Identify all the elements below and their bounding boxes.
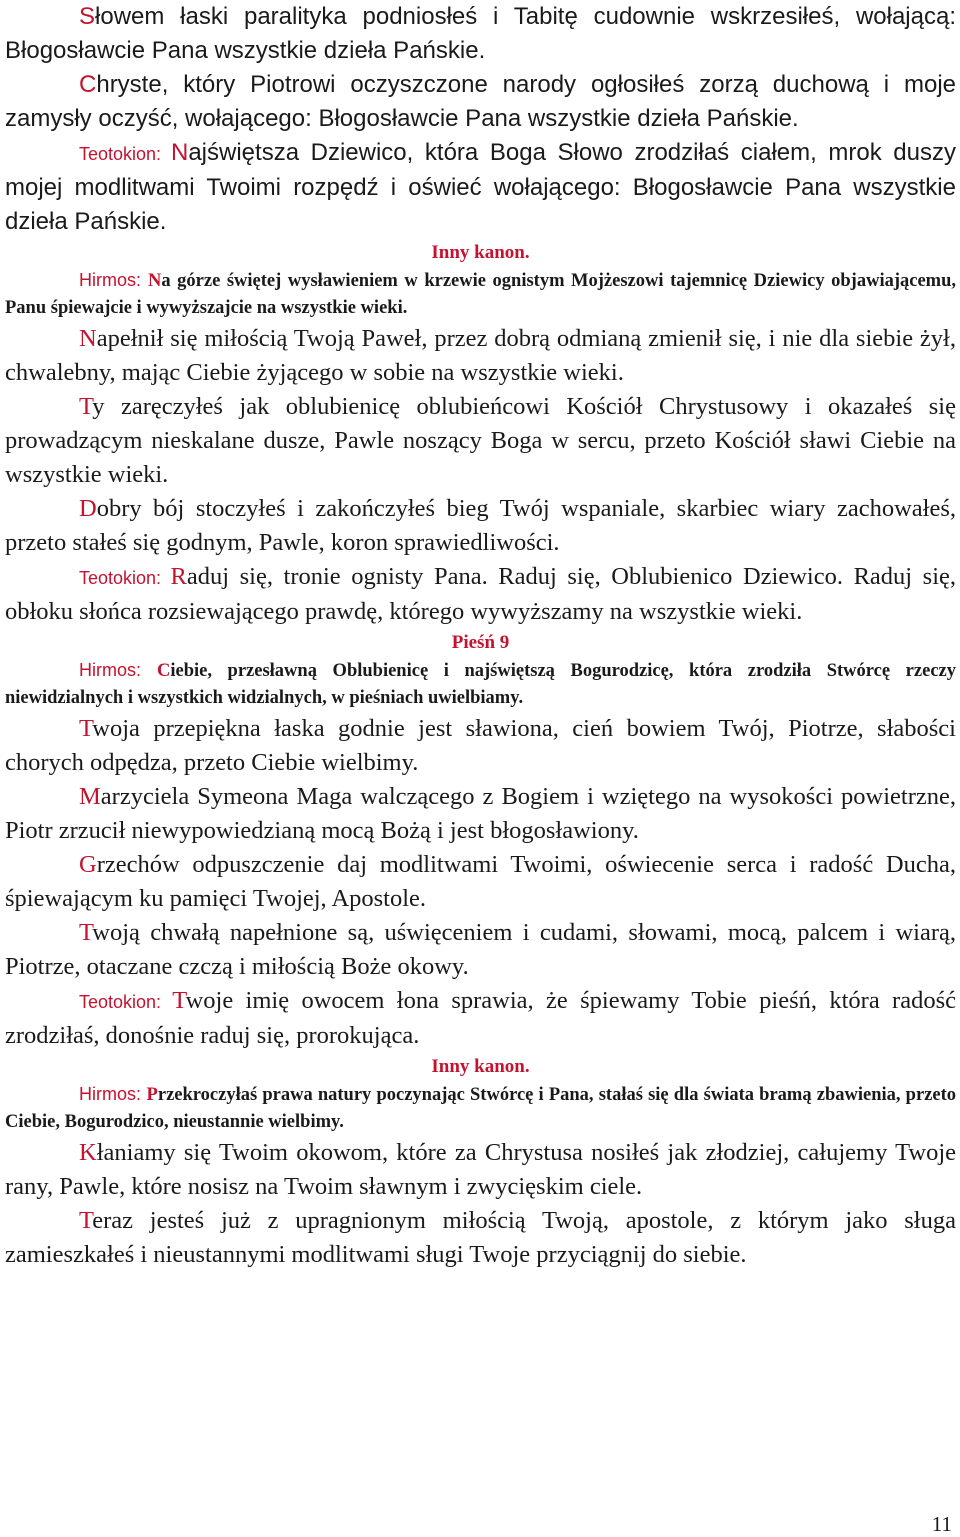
initial-letter: T xyxy=(79,1207,93,1234)
initial-letter: K xyxy=(79,1139,97,1166)
paragraph-text: łaniamy się Twoim okowom, które za Chrystusa nosiłeś jak złodziej, całujemy Twoje rany, Pawle, które nosisz na Twoim sławnym i zwycięskim ciele. xyxy=(5,1139,956,1200)
paragraph-text: aduj się, tronie ognisty Pana. Raduj się, Oblubienico Dziewico. Raduj się, obłoku słońca rozsiewającego prawdę, którego wywyższamy na wszystkie wieki. xyxy=(5,563,957,625)
initial-letter: M xyxy=(79,783,101,810)
paragraph-text: łowem łaski paralityka podniosłeś i Tabitę cudownie wskrzesiłeś, wołającą: Błogosławcie Pana wszystkie dzieła Pańskie. xyxy=(5,3,956,64)
paragraph xyxy=(5,848,956,916)
initial-letter: R xyxy=(170,563,187,590)
paragraph-text: y zaręczyłeś jak oblubienicę oblubieńcowi Kościół Chrystusowy i okazałeś się prowadzącym nieskalane dusze, Pawle noszący Boga w sercu, przeto Kościół sławi Ciebie na wszystkie wieki. xyxy=(5,393,956,488)
hirmos-paragraph xyxy=(5,1081,956,1136)
initial-letter: S xyxy=(79,3,96,30)
paragraph xyxy=(5,390,956,492)
paragraph xyxy=(5,0,956,68)
initial-letter: T xyxy=(79,715,93,742)
initial-letter: N xyxy=(79,325,97,352)
hirmos-text: iebie, przesławną Oblubienicę i najświętszą Bogurodzicę, która zrodziła Stwórcę rzeczy niewidzialnych i wszystkich widzialnych, w pieśniach uwielbiamy. xyxy=(5,661,956,708)
initial-letter: D xyxy=(79,495,97,522)
theotokion-paragraph xyxy=(5,136,956,239)
paragraph-text: rzechów odpuszczenie daj modlitwami Twoimi, oświecenie serca i radość Ducha, śpiewającym ku pamięci Twojej, Apostole. xyxy=(5,851,956,912)
initial-letter: N xyxy=(170,139,189,166)
initial-letter: C xyxy=(79,71,97,98)
theotokion-label: Teotokion: xyxy=(79,992,173,1012)
paragraph xyxy=(5,492,956,560)
hirmos-label: Hirmos: xyxy=(79,660,157,680)
initial-letter: T xyxy=(79,393,93,420)
paragraph-text: obry bój stoczyłeś i zakończyłeś bieg Twój wspaniale, skarbiec wiary zachowałeś, przeto stałeś się godnym, Pawle, koron sprawiedliwości. xyxy=(5,495,956,556)
initial-letter: C xyxy=(156,661,171,681)
initial-letter: P xyxy=(146,1085,158,1105)
paragraph xyxy=(5,1136,956,1204)
paragraph xyxy=(5,1204,956,1272)
paragraph xyxy=(5,68,956,136)
paragraph-text: woją chwałą napełnione są, uświęceniem i cudami, słowami, mocą, palcem i wiarą, Piotrze, otaczane czczą i miłością Boże okowy. xyxy=(5,919,956,980)
paragraph-text: woje imię owocem łona sprawia, że śpiewamy Tobie pieśń, która radość zrodziłaś, donośnie raduj się, prorokująca. xyxy=(5,987,956,1049)
paragraph-text: apełnił się miłością Twoją Paweł, przez dobrą odmianą zmienił się, i nie dla siebie żył, chwalebny, mając Ciebie żyjącego w sobie na wszystkie wieki. xyxy=(5,325,956,386)
hirmos-label: Hirmos: xyxy=(79,270,148,290)
initial-letter: N xyxy=(147,271,162,291)
initial-letter: G xyxy=(79,851,97,878)
paragraph xyxy=(5,916,956,984)
paragraph-text: ajświętsza Dziewico, która Boga Słowo zrodziłaś ciałem, mrok duszy mojej modlitwami Twoimi rozpędź i oświeć wołającego: Błogosławcie Pana wszystkie dzieła Pańskie. xyxy=(5,139,956,235)
hirmos-text: a górze świętej wysławieniem w krzewie ognistym Mojżeszowi tajemnicę Dziewicy objawiającemu, Panu śpiewajcie i wywyższajcie na wszystkie wieki. xyxy=(5,271,956,318)
paragraph-text: arzyciela Symeona Maga walczącego z Bogiem i wziętego na wysokości powietrzne, Piotr zrzucił niewypowiedzianą mocą Bożą i jest błogosławiony. xyxy=(5,783,956,844)
theotokion-label: Teotokion: xyxy=(79,144,171,164)
section-heading: Inny kanon. xyxy=(431,1056,530,1077)
hirmos-text: rzekroczyłaś prawa natury poczynając Stwórcę i Pana, stałaś się dla świata bramą zbawienia, przeto Ciebie, Bogurodzico, nieustannie wielbimy. xyxy=(5,1085,956,1132)
section-heading: Pieśń 9 xyxy=(451,632,510,653)
paragraph-text: woja przepiękna łaska godnie jest sławiona, cień bowiem Twój, Piotrze, słabości chorych odpędza, przeto Ciebie wielbimy. xyxy=(5,715,956,776)
page-body xyxy=(5,0,956,1272)
theotokion-paragraph xyxy=(5,560,956,629)
paragraph xyxy=(5,712,956,780)
paragraph xyxy=(5,322,956,390)
section-heading: Inny kanon. xyxy=(431,242,530,263)
paragraph-text: hryste, który Piotrowi oczyszczone narody ogłosiłeś zorzą duchową i moje zamysły oczyść, wołającego: Błogosławcie Pana wszystkie dzieła Pańskie. xyxy=(5,71,956,132)
hirmos-label: Hirmos: xyxy=(79,1084,147,1104)
hirmos-paragraph xyxy=(5,267,956,322)
hirmos-paragraph xyxy=(5,657,956,712)
page-number: 11 xyxy=(931,1512,952,1536)
paragraph-text: eraz jesteś już z upragnionym miłością Twoją, apostole, z którym jako sługa zamieszkałeś i nieustannymi modlitwami sługi Twoje przyciągnij do siebie. xyxy=(5,1207,956,1268)
theotokion-paragraph xyxy=(5,984,956,1053)
paragraph xyxy=(5,780,956,848)
theotokion-label: Teotokion: xyxy=(79,568,171,588)
initial-letter: T xyxy=(172,987,186,1014)
initial-letter: T xyxy=(79,919,93,946)
